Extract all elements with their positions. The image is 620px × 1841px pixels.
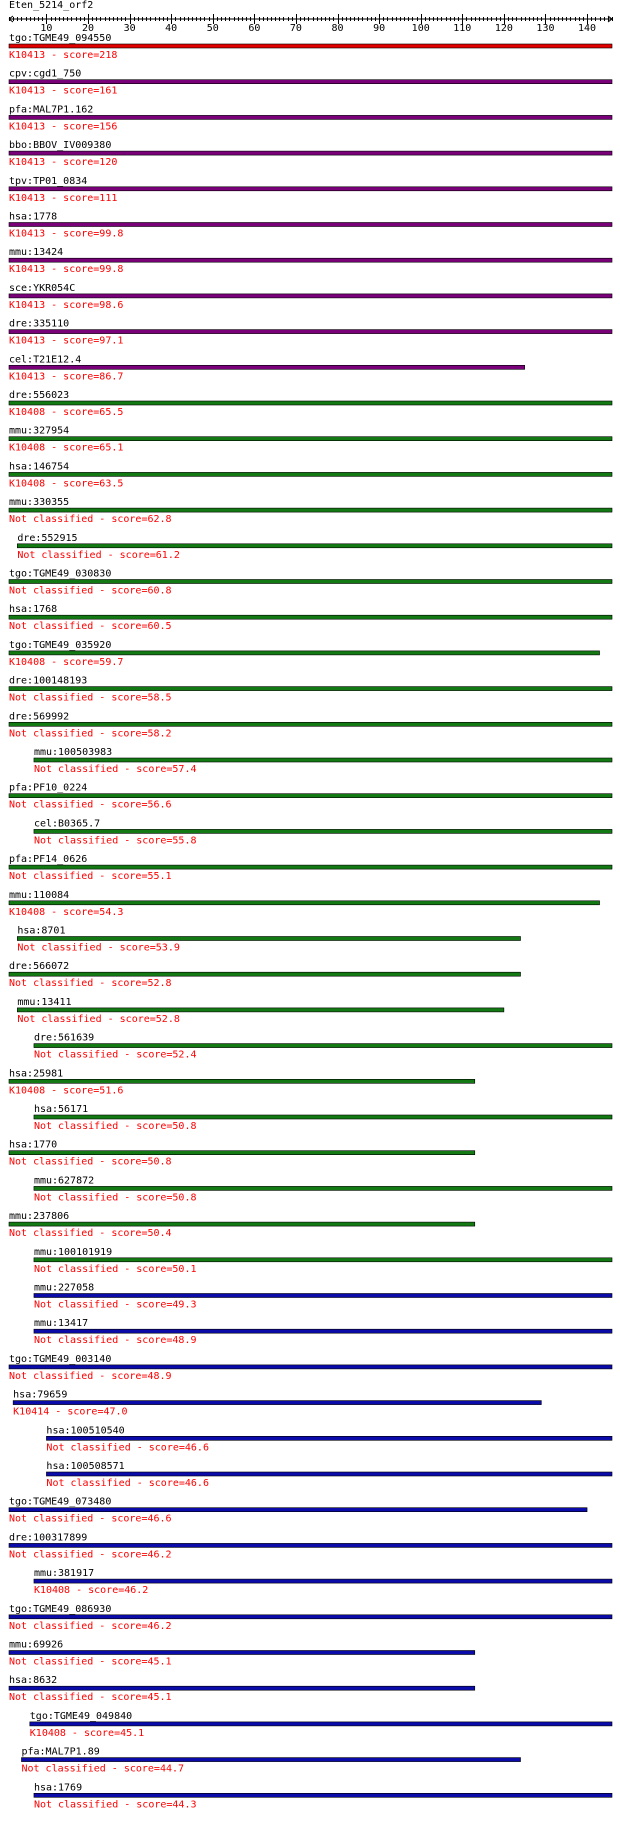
- hit-score-label: Not classified - score=46.6: [46, 1478, 209, 1489]
- hit-bar: [13, 1401, 541, 1405]
- hit-name: hsa:100508571: [46, 1461, 125, 1472]
- hit-name: tpv:TP01_0834: [9, 175, 88, 187]
- hit-bar: [34, 1294, 612, 1298]
- hit-score-label: Not classified - score=58.5: [9, 692, 172, 704]
- hit-score-label: K10413 - score=156: [9, 121, 118, 133]
- hit-bar: [17, 937, 520, 941]
- hit-name: pfa:MAL7P1.89: [21, 1746, 100, 1758]
- hit-bar: [9, 1651, 475, 1655]
- hit-bar: [9, 865, 612, 869]
- hit-score-label: Not classified - score=50.1: [33, 1263, 197, 1275]
- ruler-tick-label: 70: [289, 23, 302, 34]
- ruler-tick-label: 140: [578, 23, 597, 34]
- hit-bar: [46, 1472, 612, 1476]
- hit-bar: [34, 1115, 612, 1119]
- hit-bar: [9, 258, 612, 262]
- hit-name: sce:YKR054C: [9, 282, 76, 294]
- hit-bar: [34, 1793, 612, 1797]
- hit-bar: [9, 722, 612, 726]
- hit-name: mmu:237806: [9, 1211, 70, 1223]
- hit-score-label: Not classified - score=58.2: [9, 728, 172, 740]
- hit-name: mmu:381917: [33, 1568, 95, 1580]
- ruler-tick-label: 90: [373, 23, 386, 34]
- hit-name: hsa:1769: [33, 1782, 83, 1794]
- hit-name: dre:566072: [9, 961, 70, 973]
- hit-name: dre:335110: [9, 318, 70, 330]
- hit-score-label: K10413 - score=97.1: [9, 335, 124, 347]
- hit-bar: [9, 1222, 475, 1226]
- hit-bar: [9, 223, 612, 227]
- hit-name: hsa:1778: [9, 211, 58, 223]
- hit-bar: [34, 758, 612, 762]
- hit-score-label: Not classified - score=48.9: [33, 1335, 197, 1347]
- hit-name: cel:B0365.7: [33, 818, 101, 830]
- hit-name: hsa:1768: [9, 604, 58, 616]
- hit-name: tgo:TGME49_003140: [9, 1353, 112, 1365]
- hit-score-label: Not classified - score=45.1: [9, 1692, 172, 1704]
- hit-name: dre:569992: [9, 711, 70, 723]
- hit-name: mmu:13411: [17, 996, 72, 1008]
- hit-score-label: Not classified - score=49.3: [33, 1299, 197, 1311]
- hit-name: mmu:100503983: [33, 747, 113, 758]
- hit-score-label: K10413 - score=218: [9, 50, 118, 61]
- hit-score-label: Not classified - score=46.6: [46, 1442, 209, 1454]
- hit-bar: [9, 401, 612, 405]
- hit-bar: [9, 437, 612, 441]
- hit-bar: [9, 687, 612, 691]
- hit-score-label: Not classified - score=50.4: [9, 1228, 172, 1240]
- hit-bar: [9, 330, 612, 334]
- hit-bar: [9, 1543, 612, 1547]
- hit-bar: [21, 1758, 520, 1762]
- hit-bar: [34, 1579, 612, 1583]
- hit-name: hsa:146754: [9, 461, 70, 473]
- hit-score-label: K10408 - score=51.6: [9, 1085, 124, 1097]
- hit-name: pfa:MAL7P1.162: [9, 104, 94, 116]
- hit-name: mmu:13417: [33, 1318, 89, 1330]
- ruler-tick-label: 130: [536, 23, 555, 34]
- ruler-tick-label: 10: [40, 23, 53, 34]
- hit-score-label: K10414 - score=47.0: [13, 1406, 128, 1418]
- hit-bar: [9, 1508, 587, 1512]
- hit-name: tgo:TGME49_035920: [9, 639, 112, 651]
- hit-score-label: K10408 - score=46.2: [33, 1585, 149, 1597]
- hit-score-label: K10413 - score=86.7: [9, 371, 124, 383]
- hit-bar: [9, 508, 612, 512]
- hit-bar: [46, 1436, 612, 1440]
- hit-name: mmu:110084: [9, 889, 70, 901]
- hit-name: dre:100148193: [9, 675, 88, 687]
- hit-score-label: K10413 - score=161: [9, 85, 118, 97]
- hit-bar: [9, 651, 600, 655]
- hit-name: mmu:100101919: [33, 1246, 113, 1258]
- hit-bar: [9, 80, 612, 84]
- hit-name: mmu:227058: [33, 1282, 95, 1294]
- hit-score-label: K10413 - score=120: [9, 157, 118, 169]
- hit-name: mmu:13424: [9, 247, 64, 259]
- hit-score-label: Not classified - score=45.1: [9, 1656, 172, 1668]
- hit-name: tgo:TGME49_030830: [9, 568, 112, 580]
- hit-score-label: Not classified - score=50.8: [33, 1192, 197, 1204]
- hit-name: hsa:100510540: [46, 1425, 125, 1437]
- hit-name: mmu:330355: [9, 497, 70, 509]
- hit-score-label: K10408 - score=45.1: [29, 1727, 145, 1739]
- hit-score-label: Not classified - score=44.7: [21, 1763, 185, 1775]
- hit-bar: [30, 1722, 612, 1726]
- hit-name: tgo:TGME49_073480: [9, 1496, 112, 1508]
- hit-bar: [17, 1008, 504, 1012]
- hit-bar: [9, 115, 612, 119]
- hit-score-label: K10413 - score=111: [9, 192, 118, 204]
- hit-score-label: Not classified - score=50.8: [33, 1121, 197, 1132]
- hit-name: dre:556023: [9, 390, 70, 401]
- hit-bar: [9, 1615, 612, 1619]
- hit-score-label: Not classified - score=61.2: [17, 549, 180, 561]
- hit-bar: [9, 365, 525, 369]
- hit-name: tgo:TGME49_049840: [29, 1710, 133, 1722]
- hit-bar: [34, 1186, 612, 1190]
- ruler-tick-label: 120: [494, 23, 513, 34]
- hit-bar: [9, 1151, 475, 1155]
- hit-score-label: Not classified - score=48.9: [9, 1370, 172, 1382]
- hit-bar: [9, 794, 612, 798]
- hit-bar: [9, 151, 612, 155]
- ruler-tick-label: 30: [123, 23, 136, 34]
- hit-score-label: Not classified - score=52.8: [17, 1013, 180, 1025]
- ruler-tick-label: 80: [331, 23, 344, 34]
- ruler-tick-label: 40: [165, 23, 178, 34]
- hit-score-label: K10408 - score=59.7: [9, 656, 124, 668]
- query-title: Eten_5214_orf2: [9, 0, 94, 11]
- hit-bar: [34, 1044, 612, 1048]
- hit-score-label: K10408 - score=63.5: [9, 478, 124, 490]
- hit-bar: [9, 294, 612, 298]
- hit-bar: [17, 544, 612, 548]
- hit-score-label: K10408 - score=54.3: [9, 906, 124, 918]
- hit-name: dre:552915: [17, 532, 78, 544]
- hit-score-label: Not classified - score=55.8: [33, 835, 197, 847]
- hit-name: mmu:327954: [9, 425, 70, 437]
- hit-name: bbo:BBOV_IV009380: [9, 140, 112, 152]
- hit-name: hsa:79659: [13, 1389, 68, 1401]
- hit-bar: [34, 1329, 612, 1333]
- hit-name: hsa:56171: [33, 1104, 89, 1115]
- hit-name: cpv:cgd1_750: [9, 68, 82, 80]
- hit-score-label: Not classified - score=57.4: [33, 764, 197, 775]
- hit-name: hsa:8701: [17, 925, 66, 937]
- hit-name: hsa:8632: [9, 1675, 58, 1687]
- hit-score-label: K10408 - score=65.1: [9, 442, 124, 454]
- hit-name: pfa:PF14_0626: [9, 854, 88, 866]
- hit-score-label: Not classified - score=52.8: [9, 978, 172, 990]
- hit-score-label: Not classified - score=52.4: [33, 1049, 197, 1061]
- hit-name: mmu:69926: [9, 1639, 64, 1651]
- hit-name: hsa:25981: [9, 1068, 64, 1080]
- hit-bar: [34, 1258, 612, 1262]
- ruler-tick-label: 50: [206, 23, 219, 34]
- hit-name: hsa:1770: [9, 1139, 58, 1151]
- hit-bar: [9, 901, 600, 905]
- hit-name: dre:561639: [33, 1032, 95, 1044]
- hit-score-label: Not classified - score=60.5: [9, 621, 172, 633]
- hit-score-label: Not classified - score=62.8: [9, 514, 172, 526]
- hit-score-label: Not classified - score=55.1: [9, 871, 172, 883]
- hit-score-label: K10413 - score=99.8: [9, 264, 124, 276]
- hit-name: tgo:TGME49_094550: [9, 33, 112, 44]
- hit-bar: [9, 187, 612, 191]
- hit-score-label: Not classified - score=50.8: [9, 1156, 172, 1168]
- hit-bar: [9, 472, 612, 476]
- hit-score-label: Not classified - score=53.9: [17, 942, 180, 954]
- hit-score-label: Not classified - score=46.6: [9, 1513, 172, 1525]
- hit-score-label: K10408 - score=65.5: [9, 407, 124, 418]
- hit-bar: [9, 1365, 612, 1369]
- hit-score-label: Not classified - score=46.2: [9, 1620, 172, 1632]
- hit-bar: [9, 972, 521, 976]
- ruler-tick-label: 110: [453, 23, 472, 34]
- hit-score-label: Not classified - score=46.2: [9, 1549, 172, 1561]
- hit-name: mmu:627872: [33, 1175, 95, 1187]
- hit-score-label: Not classified - score=56.6: [9, 799, 172, 811]
- hit-bar: [9, 1079, 475, 1083]
- hit-score-label: K10413 - score=99.8: [9, 228, 124, 240]
- hit-bar: [34, 829, 612, 833]
- hit-name: tgo:TGME49_086930: [9, 1603, 112, 1615]
- hit-score-label: K10413 - score=98.6: [9, 299, 124, 311]
- hit-name: dre:100317899: [9, 1532, 88, 1544]
- ruler-tick-label: 60: [248, 23, 261, 34]
- hit-score-label: Not classified - score=44.3: [33, 1799, 197, 1811]
- ruler-tick-label: 20: [81, 23, 95, 34]
- hit-bar: [9, 615, 612, 619]
- hit-bar: [9, 44, 612, 48]
- hit-bar: [9, 580, 612, 584]
- hit-name: cel:T21E12.4: [9, 354, 82, 366]
- hit-name: pfa:PF10_0224: [9, 782, 88, 794]
- hit-bar: [9, 1686, 475, 1690]
- hit-score-label: Not classified - score=60.8: [9, 585, 172, 597]
- ruler-tick-label: 100: [411, 23, 430, 34]
